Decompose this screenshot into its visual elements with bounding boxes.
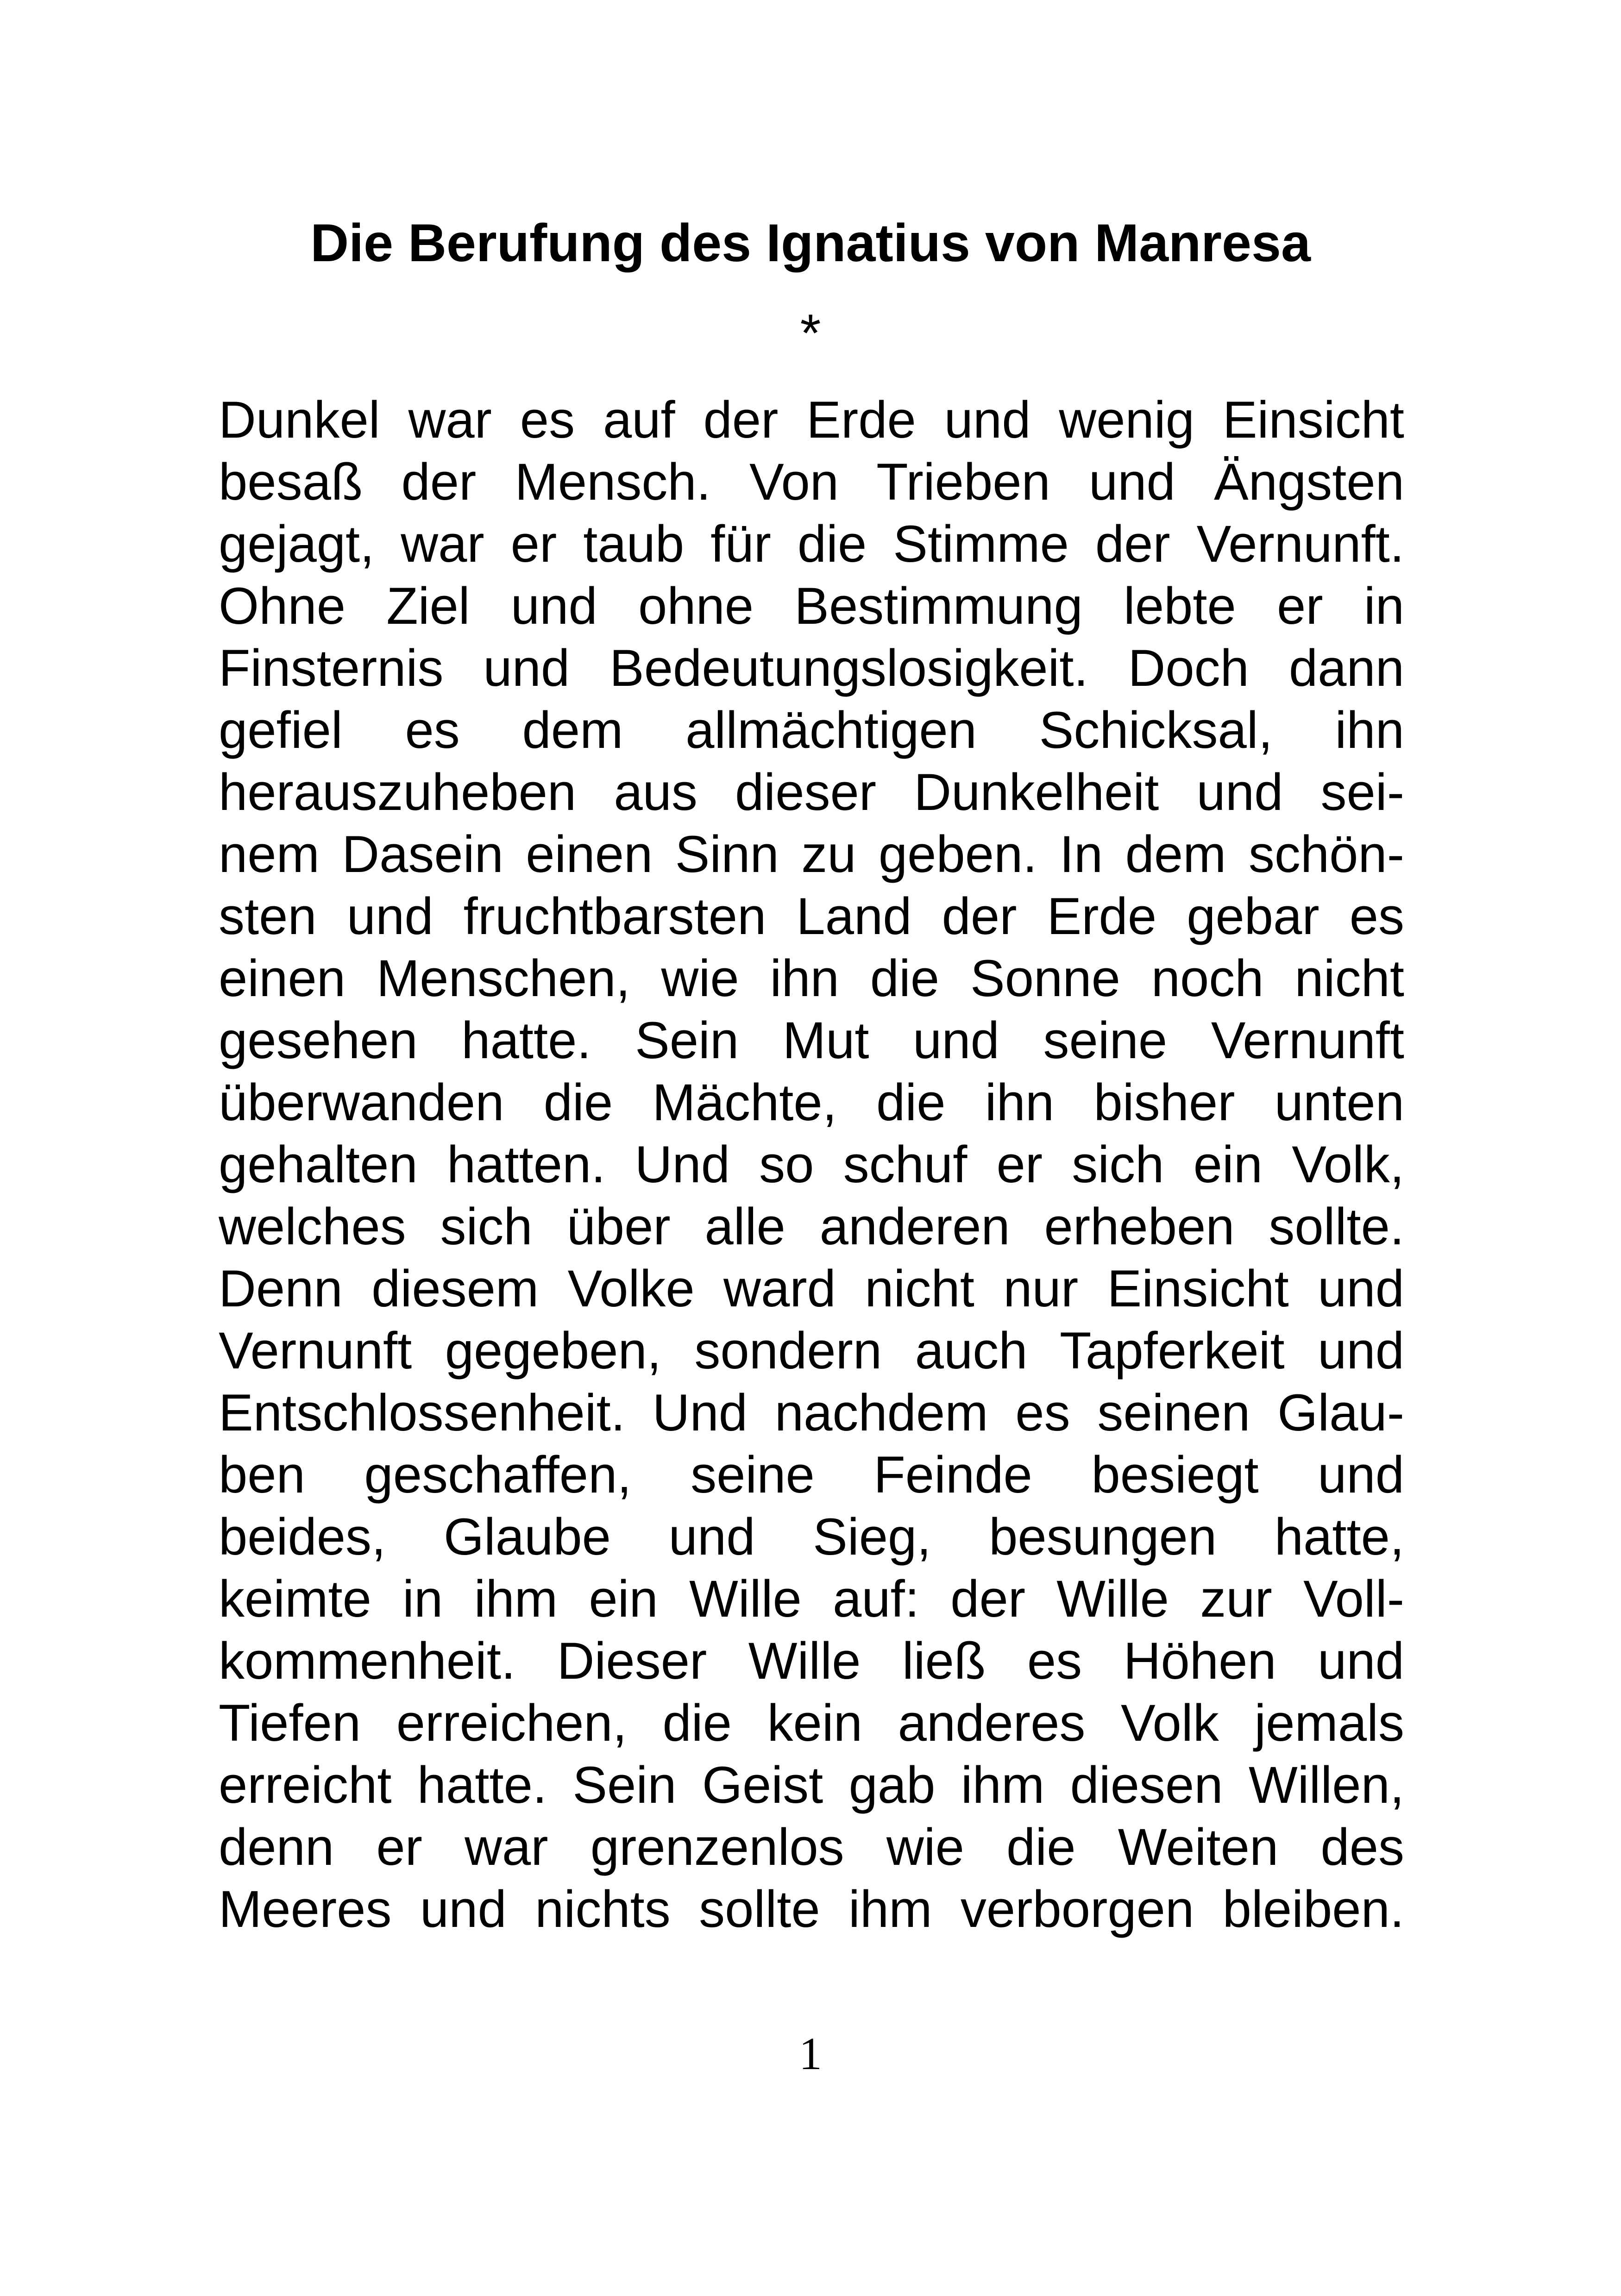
text-line: Vernunft gegeben, sondern auch Tapferkeit und (219, 1322, 1404, 1380)
document-title: Die Berufung des Ignatius von Manresa (310, 213, 1311, 273)
text-line: Denn diesem Volke ward nicht nur Einsicht und (219, 1260, 1404, 1317)
body-text (219, 389, 1404, 1940)
text-line: Meeres und nichts sollte ihm verborgen bleiben. (219, 1880, 1404, 1938)
page-number: 1 (799, 2028, 822, 2079)
text-line: gesehen hatte. Sein Mut und seine Vernunft (219, 1011, 1404, 1069)
text-line: Entschlossenheit. Und nachdem es seinen Glau- (219, 1384, 1404, 1442)
text-line: kommenheit. Dieser Wille ließ es Höhen und (219, 1632, 1404, 1690)
text-line: besaß der Mensch. Von Trieben und Ängsten (219, 453, 1404, 511)
text-line: erreicht hatte. Sein Geist gab ihm diesen Willen, (219, 1756, 1404, 1814)
text-line: gefiel es dem allmächtigen Schicksal, ihn (219, 701, 1404, 759)
text-line: keimte in ihm ein Wille auf: der Wille zur Voll- (219, 1570, 1404, 1628)
text-line: ben geschaffen, seine Feinde besiegt und (219, 1446, 1404, 1504)
text-line: gehalten hatten. Und so schuf er sich ein Volk, (219, 1135, 1404, 1193)
text-line: Dunkel war es auf der Erde und wenig Einsicht (219, 391, 1404, 449)
text-line: beides, Glaube und Sieg, besungen hatte, (219, 1508, 1404, 1566)
text-line: sten und fruchtbarsten Land der Erde gebar es (219, 887, 1404, 945)
text-line: nem Dasein einen Sinn zu geben. In dem schön- (219, 825, 1404, 883)
text-line: Ohne Ziel und ohne Bestimmung lebte er in (219, 577, 1404, 635)
text-line: denn er war grenzenlos wie die Weiten des (219, 1818, 1404, 1876)
section-divider: * (800, 304, 821, 363)
text-line: gejagt, war er taub für die Stimme der Vernunft. (219, 515, 1404, 573)
text-line: Tiefen erreichen, die kein anderes Volk jemals (219, 1694, 1404, 1752)
text-line: überwanden die Mächte, die ihn bisher unten (219, 1073, 1404, 1131)
text-line: herauszuheben aus dieser Dunkelheit und sei- (219, 763, 1404, 821)
text-line: einen Menschen, wie ihn die Sonne noch nicht (219, 949, 1404, 1007)
text-line: Finsternis und Bedeutungslosigkeit. Doch dann (219, 639, 1404, 697)
text-line: welches sich über alle anderen erheben sollte. (219, 1198, 1404, 1255)
